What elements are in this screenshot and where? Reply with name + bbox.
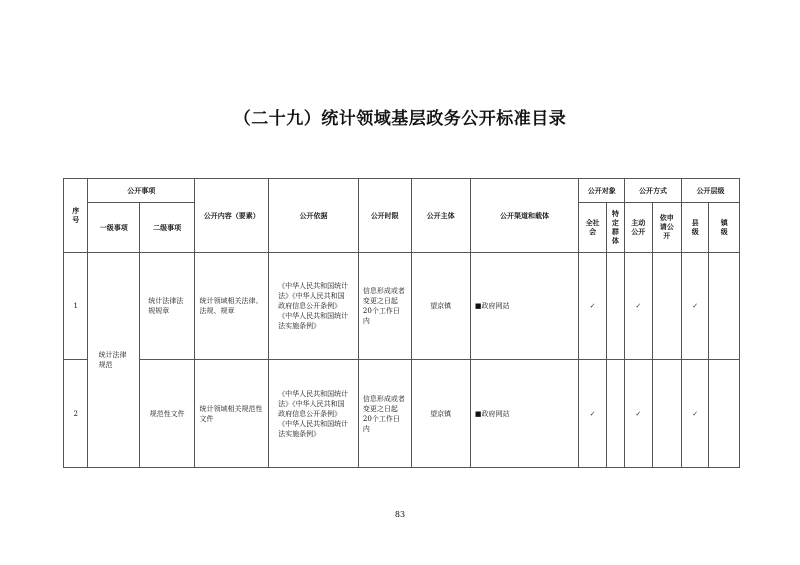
row-level2: 规范性文件 [140,360,195,468]
row-subject: 望京镇 [411,253,470,360]
row-basis: 《中华人民共和国统计法》《中华人民共和国政府信息公开条例》《中华人民共和国统计法实施条例》 [269,360,358,468]
page-title: （二十九）统计领域基层政务公开标准目录 [233,109,567,129]
row-channel: ■政府网站 [470,360,579,468]
check-level-town [709,360,740,468]
header-matter: 公开事项 [88,179,195,203]
check-method-request [652,360,681,468]
row-seq: 2 [64,360,88,468]
check-level-county: ✓ [681,253,708,360]
row-seq: 1 [64,253,88,360]
table-row [64,253,740,360]
header-basis: 公开依据 [269,179,358,253]
header-channel: 公开渠道和载体 [470,179,579,253]
check-level-town [709,253,740,360]
check-method-request [652,253,681,360]
row-time-limit: 信息形成或者变更之日起20个工作日内 [358,253,411,360]
row-basis: 《中华人民共和国统计法》《中华人民共和国政府信息公开条例》《中华人民共和国统计法实施条例》 [269,253,358,360]
header-level-county: 县级 [681,203,708,253]
header-level1: 一级事项 [88,203,140,253]
header-target-all: 全社会 [579,203,606,253]
header-subject: 公开主体 [411,179,470,253]
check-method-active: ✓ [625,253,652,360]
header-time-limit: 公开时限 [358,179,411,253]
check-target-all: ✓ [579,253,606,360]
page-number: 83 [394,510,406,519]
row-channel: ■政府网站 [470,253,579,360]
check-level-county: ✓ [681,360,708,468]
row-content: 统计领域相关法律、法规、规章 [195,253,269,360]
row-content: 统计领域相关规范性文件 [195,360,269,468]
header-target: 公开对象 [579,179,625,203]
header-method-request: 依申请公开 [652,203,681,253]
standard-catalog-table [63,178,740,468]
check-target-specific [606,360,624,468]
header-level: 公开层级 [681,179,739,203]
header-level-town: 镇级 [709,203,740,253]
header-seq: 序号 [64,179,88,253]
row-time-limit: 信息形成或者变更之日起20个工作日内 [358,360,411,468]
header-method: 公开方式 [625,179,682,203]
table-row [64,360,740,468]
row-level2: 统计法律法规规章 [140,253,195,360]
check-target-specific [606,253,624,360]
header-level2: 二级事项 [140,203,195,253]
check-target-all: ✓ [579,360,606,468]
row-subject: 望京镇 [411,360,470,468]
header-content: 公开内容（要素） [195,179,269,253]
check-method-active: ✓ [625,360,652,468]
level1-merged-cell: 统计法律规范 [88,253,140,468]
header-method-active: 主动公开 [625,203,652,253]
header-target-specific: 特定群体 [606,203,624,253]
